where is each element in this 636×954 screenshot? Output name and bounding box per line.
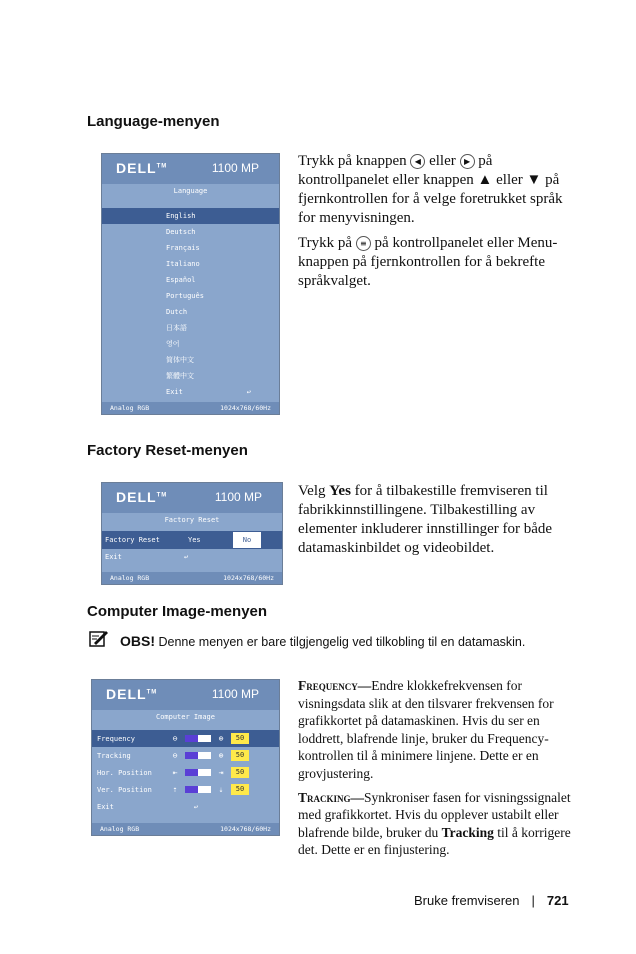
dell-logo: DELL™ — [116, 489, 168, 505]
menu-button-icon: ≡ — [356, 236, 371, 251]
decrease-icon[interactable]: ⊖ — [172, 751, 178, 760]
heading-computer-image: Computer Image-menyen — [87, 603, 268, 620]
slider-fill — [185, 769, 198, 776]
computer-image-row[interactable]: Hor. Position ⇤ ⇥ 50 — [92, 764, 279, 781]
language-option[interactable]: Exit ↩ — [102, 384, 279, 400]
dell-logo: DELL™ — [116, 160, 168, 176]
language-option[interactable]: 영어 — [166, 340, 180, 348]
language-option[interactable]: 简体中文 — [166, 356, 194, 364]
computer-image-row[interactable]: Ver. Position ⇡ ⇣ 50 — [92, 781, 279, 798]
osd-factory-reset-menu — [101, 482, 283, 585]
return-icon: ↩ — [246, 388, 251, 396]
note-icon — [88, 629, 110, 649]
model-label: 1100 MP — [211, 161, 259, 175]
language-option[interactable]: Español — [166, 276, 196, 284]
osd-titlebar — [102, 483, 282, 513]
osd-language-menu — [101, 153, 280, 415]
factory-reset-description: Velg Yes for å tilbakestille fremviseren til fabrikkinnstillingene. Tilbakestilling av elementer inkluderer innstillinger for både datamaskinbildet og videobildet. — [298, 483, 553, 556]
dell-logo: DELL™ — [106, 686, 158, 702]
tracking-term: Tracking— — [298, 789, 365, 805]
osd-titlebar — [102, 154, 279, 184]
value-box: 50 — [231, 750, 249, 761]
computer-image-row[interactable]: Frequency ⊖ ⊕ 50 — [92, 730, 279, 747]
model-label: 1100 MP — [211, 687, 259, 701]
language-option[interactable]: English — [102, 208, 279, 224]
value-box: 50 — [231, 784, 249, 795]
osd-footer: Analog RGB 1024x768/60Hz — [102, 572, 282, 584]
no-option[interactable]: No — [233, 532, 261, 548]
slider-fill — [185, 752, 198, 759]
page-footer — [414, 893, 569, 908]
language-option[interactable]: Français — [166, 244, 200, 252]
increase-icon[interactable]: ⊕ — [218, 734, 224, 743]
increase-icon[interactable]: ⇣ — [218, 785, 224, 794]
frequency-term: Frequency— — [298, 678, 372, 693]
slider-fill — [185, 735, 198, 742]
exit-row[interactable]: Exit ↩ — [97, 802, 199, 811]
decrease-icon[interactable]: ⊖ — [172, 734, 178, 743]
osd-footer: Analog RGB 1024x768/60Hz — [102, 402, 279, 414]
osd-subtitle: Computer Image — [92, 710, 279, 724]
value-box: 50 — [231, 767, 249, 778]
computer-image-row[interactable]: Tracking ⊖ ⊕ 50 — [92, 747, 279, 764]
factory-reset-row: Factory Reset Yes No — [102, 531, 282, 549]
decrease-icon[interactable]: ⇤ — [172, 768, 178, 777]
osd-subtitle: Language — [102, 184, 279, 198]
language-option[interactable]: Português — [166, 292, 204, 300]
right-button-icon: ▶ — [460, 154, 475, 169]
osd-titlebar — [92, 680, 279, 710]
heading-factory-reset: Factory Reset-menyen — [87, 442, 248, 459]
osd-computer-image-menu — [91, 679, 280, 836]
language-option[interactable]: Deutsch — [166, 228, 196, 236]
osd-subtitle: Factory Reset — [102, 513, 282, 527]
computer-image-description: Frequency—Endre klokkefrekvensen for visningsdata slik at den tilsvarer frekvensen for grafikkortet på datamaskinen. Hvis du ser en loddrett, blafrende linje, bruker du Frequency-kontrollen til å minimere linjene. Dette er en grovjustering. Tracking—Synkroniser fasen for visningssignalet med grafikkortet. Hvis du opplever ustabilt eller blafrende bilde, bruker du Tracking til å korrigere det. Dette er en finjustering. — [298, 678, 571, 858]
slider-bar[interactable] — [185, 769, 211, 776]
return-icon: ↩ — [184, 553, 189, 561]
model-label: 1100 MP — [214, 490, 262, 504]
page-number: 721 — [546, 893, 569, 908]
language-description: Trykk på knappen ◀ eller ▶ på kontrollpanelet eller knappen ▲ eller ▼ på fjernkontrollen for å velge foretrukket språk for menyvisningen. Trykk på ≡ på kontrollpanelet eller Menu-knappen på fjernkontrollen for å bekrefte språkvalget. — [298, 153, 563, 289]
yes-option[interactable]: Yes — [188, 536, 201, 544]
slider-bar[interactable] — [185, 735, 211, 742]
increase-icon[interactable]: ⇥ — [218, 768, 224, 777]
left-button-icon: ◀ — [410, 154, 425, 169]
osd-footer: Analog RGB 1024x768/60Hz — [92, 823, 279, 835]
chapter-title: Bruke fremviseren — [414, 893, 520, 908]
slider-bar[interactable] — [185, 786, 211, 793]
note-text: OBS! Denne menyen er bare tilgjengelig ved tilkobling til en datamaskin. — [120, 633, 526, 649]
decrease-icon[interactable]: ⇡ — [172, 785, 178, 794]
slider-bar[interactable] — [185, 752, 211, 759]
language-option[interactable]: Italiano — [166, 260, 200, 268]
separator: | — [531, 893, 535, 908]
slider-fill — [185, 786, 198, 793]
increase-icon[interactable]: ⊕ — [218, 751, 224, 760]
language-option[interactable]: Dutch — [166, 308, 188, 316]
language-option[interactable]: 繁體中文 — [166, 372, 194, 380]
language-option[interactable]: 日本語 — [166, 324, 187, 332]
heading-language: Language-menyen — [87, 113, 220, 130]
return-icon: ↩ — [193, 802, 199, 811]
value-box: 50 — [231, 733, 249, 744]
exit-row[interactable]: Exit ↩ — [102, 549, 282, 565]
